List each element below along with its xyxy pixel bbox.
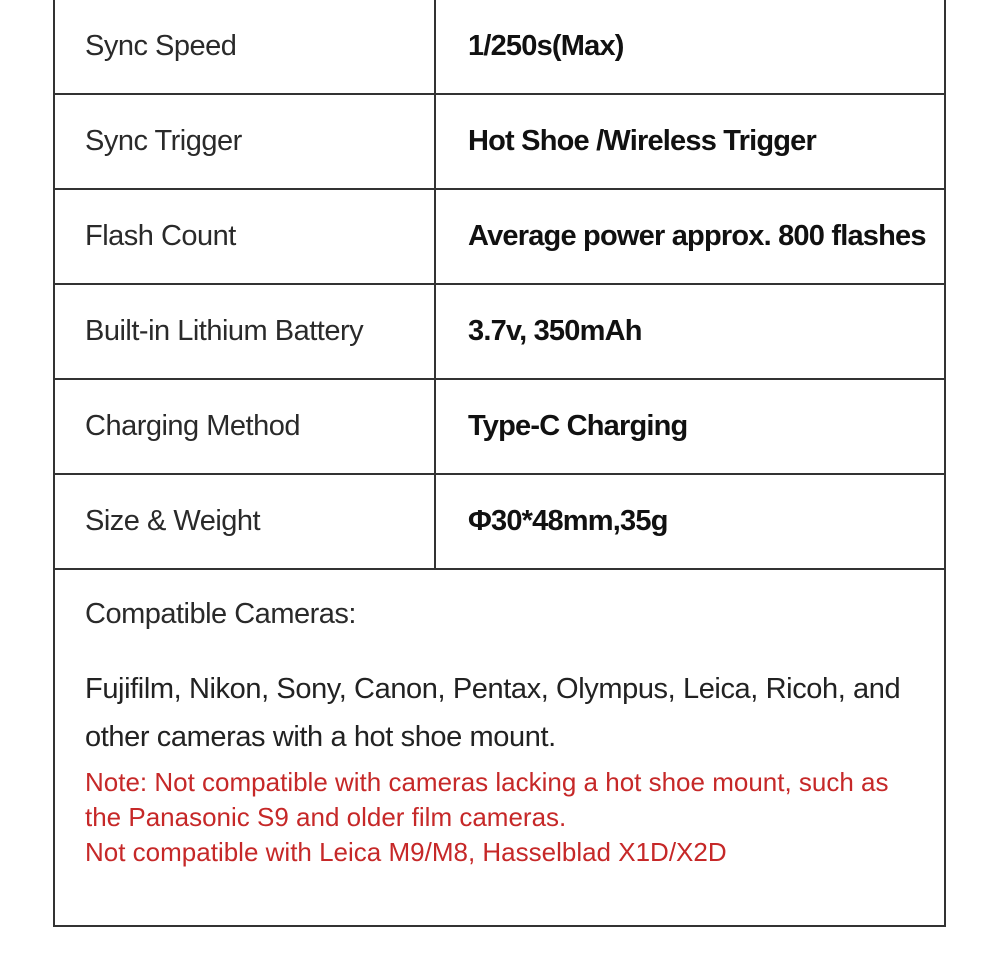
spec-value: 1/250s(Max) (468, 30, 624, 62)
spec-label: Sync Speed (55, 0, 436, 93)
spec-value: Type-C Charging (468, 410, 688, 442)
spec-value: Φ30*48mm,35g (468, 505, 668, 537)
spec-row-charging-method (55, 380, 944, 475)
spec-row-size-weight (55, 475, 944, 570)
spec-row-battery (55, 285, 944, 380)
spec-value: 3.7v, 350mAh (468, 315, 642, 347)
spec-table (53, 0, 946, 927)
compatibility-title: Compatible Cameras: (85, 598, 356, 630)
compatibility-section (55, 570, 944, 925)
compatibility-note (85, 765, 914, 870)
spec-label: Charging Method (55, 380, 436, 473)
note-line-2: Not compatible with Leica M9/M8, Hasselblad X1D/X2D (85, 837, 727, 867)
spec-value: Average power approx. 800 flashes (468, 220, 926, 252)
spec-label: Sync Trigger (55, 95, 436, 188)
compatibility-body: Fujifilm, Nikon, Sony, Canon, Pentax, Olympus, Leica, Ricoh, and other cameras with a hot shoe mount. (85, 673, 901, 753)
spec-label: Size & Weight (55, 475, 436, 568)
spec-row-sync-speed (55, 0, 944, 95)
note-line-1: Note: Not compatible with cameras lacking a hot shoe mount, such as the Panasonic S9 and older film cameras. (85, 767, 889, 832)
spec-label: Built-in Lithium Battery (55, 285, 436, 378)
spec-row-flash-count (55, 190, 944, 285)
spec-label: Flash Count (55, 190, 436, 283)
spec-value: Hot Shoe /Wireless Trigger (468, 125, 816, 157)
spec-row-sync-trigger (55, 95, 944, 190)
